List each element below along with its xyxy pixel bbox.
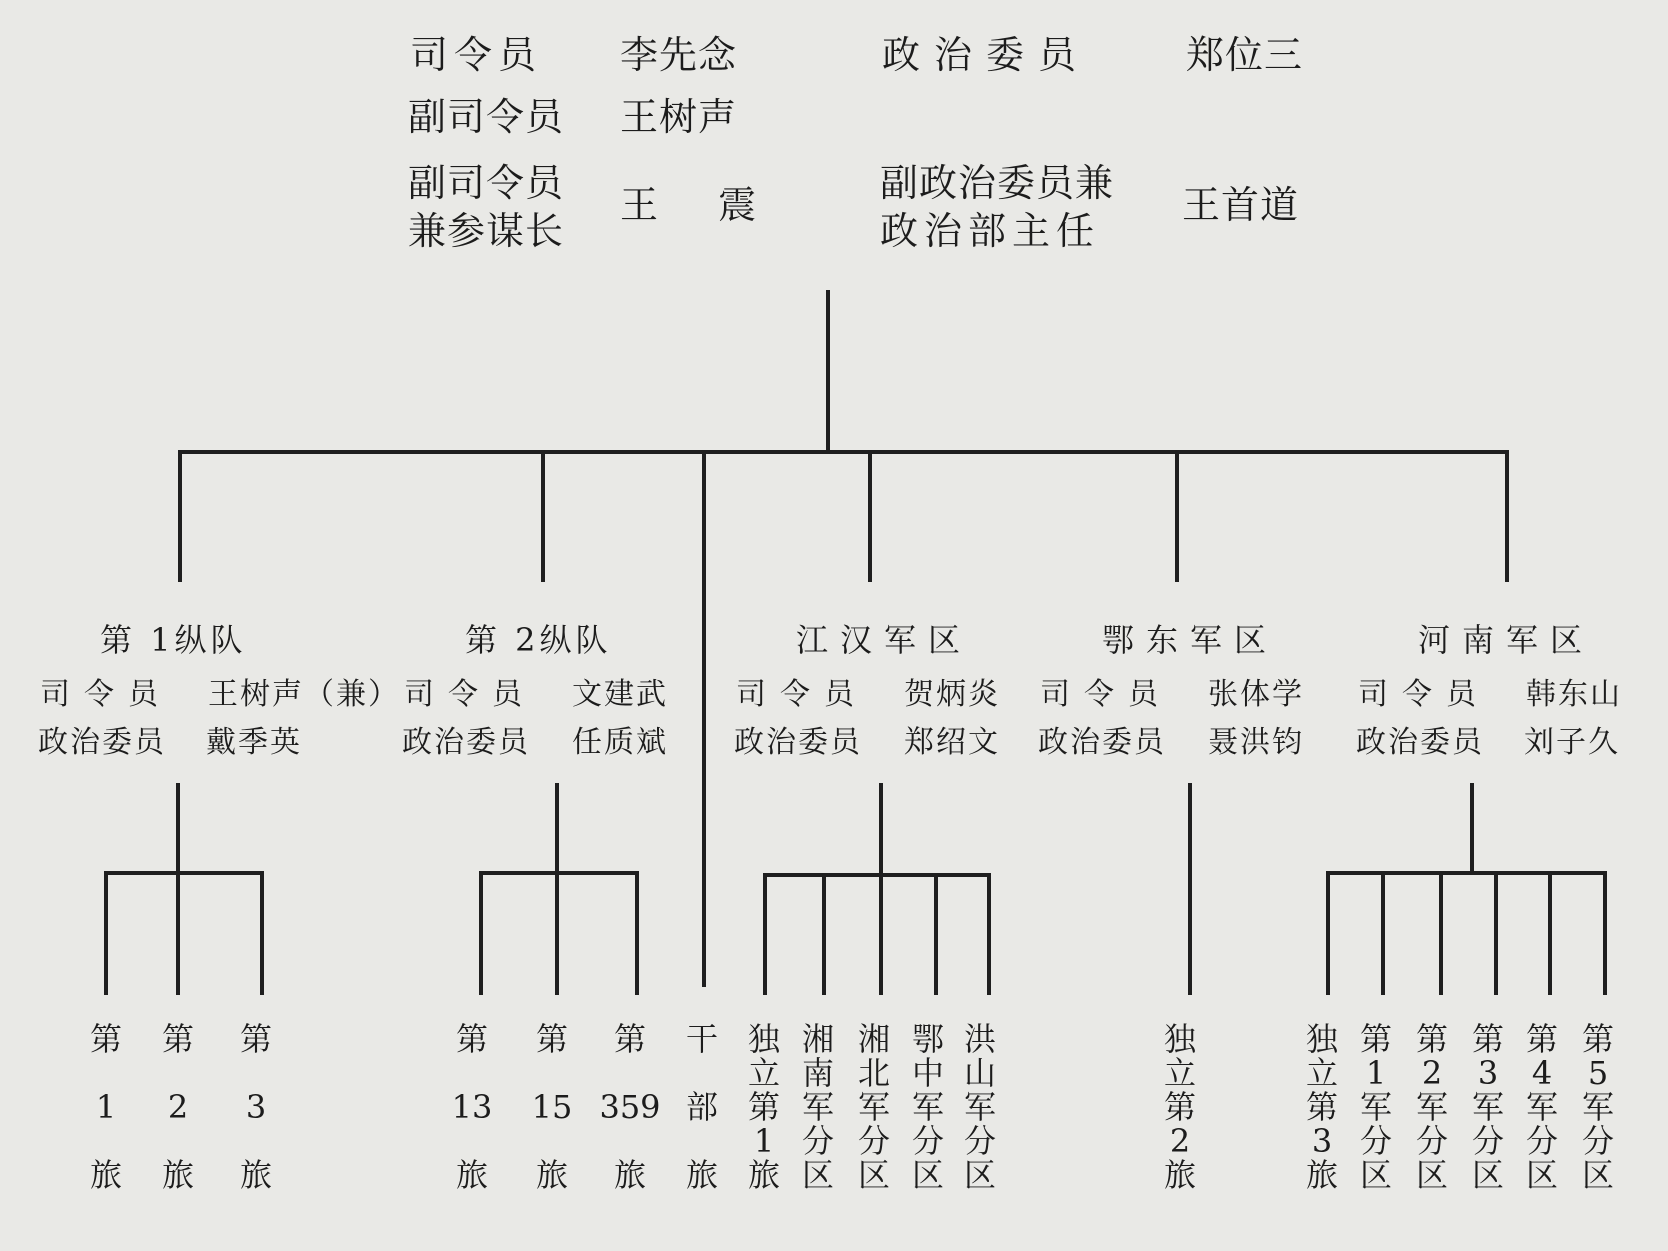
leaf-text: 军 (1359, 1088, 1392, 1126)
leaf-text: 2 (1421, 1054, 1443, 1092)
leaf-text: 区 (911, 1156, 944, 1194)
leaf-text: 分 (1415, 1122, 1448, 1160)
leaf-text: 山 (963, 1054, 996, 1092)
leaf-text: 第 (1525, 1020, 1558, 1058)
leaf-text: 第 (455, 1020, 488, 1058)
leaf-text: 立 (1163, 1054, 1196, 1092)
leaf-text: 独 (1305, 1020, 1338, 1058)
leaf-text: 3 (245, 1088, 267, 1126)
leaf-text: 北 (857, 1054, 890, 1092)
leaf-text: 旅 (239, 1156, 272, 1194)
leaf-text: 旅 (747, 1156, 780, 1194)
leaf-text: 军 (963, 1088, 996, 1126)
leaf-text (680, 1124, 724, 1158)
leaf-text: 区 (857, 1156, 890, 1194)
unit-cmd-title: 司令员 (1040, 677, 1172, 712)
hq-deputy-chief-title-1: 副司令员 (408, 161, 565, 205)
unit-name: 鄂东军区 (1102, 621, 1279, 659)
leaf-text (680, 1056, 724, 1090)
leaf-text: 5 (1587, 1054, 1609, 1092)
leaf-node (1300, 1022, 1344, 1192)
leaf-text: 3 (1311, 1122, 1333, 1160)
leaf-node (958, 1022, 1002, 1192)
leaf-text (530, 1124, 574, 1158)
leaf-text: 第 (1163, 1088, 1196, 1126)
leaf-text: 分 (801, 1122, 834, 1160)
unit-name: 江汉军区 (796, 621, 973, 659)
leaf-text: 分 (1471, 1122, 1504, 1160)
leaf-text: 1 (95, 1088, 117, 1126)
leaf-node (1410, 1022, 1454, 1192)
leaf-text: 独 (747, 1020, 780, 1058)
leaf-node (84, 1022, 128, 1192)
leaf-text: 第 (161, 1020, 194, 1058)
leaf-node (1576, 1022, 1620, 1192)
leaf-text: 军 (1415, 1088, 1448, 1126)
leaf-text: 15 (531, 1088, 573, 1126)
leaf-text: 鄂 (911, 1020, 944, 1058)
unit-cmd-title: 司令员 (40, 677, 172, 712)
leaf-node (742, 1022, 786, 1192)
leaf-node (680, 1022, 724, 1192)
leaf-text: 第 (535, 1020, 568, 1058)
leaf-node (594, 1022, 666, 1192)
leaf-text (594, 1056, 666, 1090)
leaf-text: 第 (89, 1020, 122, 1058)
leaf-text: 第 (1471, 1020, 1504, 1058)
unit-cmd-name: 文建武 (572, 677, 668, 712)
leaf-text: 3 (1477, 1054, 1499, 1092)
hq-deputy-chief-title-2: 兼参谋长 (408, 209, 565, 253)
leaf-text: 区 (1359, 1156, 1392, 1194)
leaf-text: 立 (747, 1054, 780, 1092)
leaf-text: 第 (1305, 1088, 1338, 1126)
leaf-text (84, 1124, 128, 1158)
hq-deputy-commissar-title-2: 政治部主任 (880, 209, 1101, 253)
unit-cmd-name: 王树声（兼） (208, 677, 400, 712)
leaf-node (1158, 1022, 1202, 1192)
leaf-text: 军 (801, 1088, 834, 1126)
hq-commissar-name: 郑位三 (1186, 33, 1304, 77)
leaf-text: 第 (747, 1088, 780, 1126)
hq-deputy-commissar-title-1: 副政治委员兼 (880, 161, 1115, 205)
leaf-text: 军 (857, 1088, 890, 1126)
leaf-text: 立 (1305, 1054, 1338, 1092)
leaf-node (450, 1022, 494, 1192)
leaf-text: 2 (1169, 1122, 1191, 1160)
unit-pol-name: 任质斌 (572, 725, 668, 760)
hq-deputy-chief-name: 王 震 (620, 183, 781, 227)
unit-name: 第 1纵队 (100, 621, 247, 659)
hq-commander-name: 李先念 (620, 33, 738, 77)
leaf-text: 旅 (613, 1156, 646, 1194)
leaf-text (450, 1056, 494, 1090)
hq-deputy-commissar-name: 王首道 (1182, 183, 1300, 227)
unit-name: 河南军区 (1418, 621, 1595, 659)
leaf-text: 区 (963, 1156, 996, 1194)
leaf-text: 4 (1531, 1054, 1553, 1092)
unit-pol-name: 戴季英 (206, 725, 302, 760)
leaf-text: 2 (167, 1088, 189, 1126)
unit-pol-name: 聂洪钧 (1208, 725, 1304, 760)
leaf-text: 旅 (1163, 1156, 1196, 1194)
hq-commander-title: 司令员 (410, 33, 543, 77)
leaf-text: 旅 (455, 1156, 488, 1194)
leaf-text: 军 (911, 1088, 944, 1126)
leaf-node (530, 1022, 574, 1192)
leaf-text: 第 (613, 1020, 646, 1058)
leaf-text: 区 (1581, 1156, 1614, 1194)
leaf-text: 旅 (161, 1156, 194, 1194)
leaf-text: 军 (1471, 1088, 1504, 1126)
leaf-text: 1 (1365, 1054, 1387, 1092)
unit-name: 第 2纵队 (465, 621, 612, 659)
hq-deputy-commander-name: 王树声 (620, 95, 738, 139)
leaf-text: 军 (1581, 1088, 1614, 1126)
unit-cmd-title: 司令员 (404, 677, 536, 712)
unit-cmd-name: 张体学 (1208, 677, 1304, 712)
leaf-text (234, 1124, 278, 1158)
leaf-text: 区 (801, 1156, 834, 1194)
leaf-text: 区 (1525, 1156, 1558, 1194)
leaf-text: 洪 (963, 1020, 996, 1058)
leaf-text: 359 (599, 1088, 661, 1126)
unit-pol-title: 政治委员 (734, 725, 862, 760)
leaf-text: 旅 (685, 1156, 718, 1194)
leaf-text: 旅 (535, 1156, 568, 1194)
leaf-text: 南 (801, 1054, 834, 1092)
leaf-text: 1 (753, 1122, 775, 1160)
leaf-text: 分 (1525, 1122, 1558, 1160)
leaf-text: 湘 (801, 1020, 834, 1058)
leaf-text (156, 1124, 200, 1158)
leaf-text: 分 (1581, 1122, 1614, 1160)
hq-deputy-commander-title: 副司令员 (408, 95, 565, 139)
leaf-text: 旅 (89, 1156, 122, 1194)
leaf-text: 分 (911, 1122, 944, 1160)
leaf-text (156, 1056, 200, 1090)
leaf-text: 第 (239, 1020, 272, 1058)
leaf-text: 军 (1525, 1088, 1558, 1126)
leaf-text: 中 (911, 1054, 944, 1092)
unit-pol-title: 政治委员 (402, 725, 530, 760)
leaf-node (852, 1022, 896, 1192)
leaf-node (234, 1022, 278, 1192)
unit-cmd-name: 贺炳炎 (904, 677, 1000, 712)
unit-cmd-title: 司令员 (1358, 677, 1490, 712)
unit-pol-title: 政治委员 (38, 725, 166, 760)
unit-pol-title: 政治委员 (1356, 725, 1484, 760)
leaf-node (796, 1022, 840, 1192)
unit-pol-title: 政治委员 (1038, 725, 1166, 760)
leaf-text (450, 1124, 494, 1158)
leaf-node (1466, 1022, 1510, 1192)
leaf-text: 13 (451, 1088, 493, 1126)
leaf-text: 独 (1163, 1020, 1196, 1058)
hq-commissar-title: 政治委员 (882, 33, 1091, 77)
leaf-text (84, 1056, 128, 1090)
leaf-text: 第 (1581, 1020, 1614, 1058)
leaf-text (234, 1056, 278, 1090)
leaf-node (1520, 1022, 1564, 1192)
unit-cmd-title: 司令员 (736, 677, 868, 712)
leaf-text (594, 1124, 666, 1158)
leaf-text: 分 (857, 1122, 890, 1160)
leaf-text: 第 (1415, 1020, 1448, 1058)
leaf-text: 湘 (857, 1020, 890, 1058)
leaf-text: 分 (1359, 1122, 1392, 1160)
leaf-text: 区 (1471, 1156, 1504, 1194)
leaf-text: 区 (1415, 1156, 1448, 1194)
leaf-text: 分 (963, 1122, 996, 1160)
leaf-text (530, 1056, 574, 1090)
leaf-text: 旅 (1305, 1156, 1338, 1194)
unit-cmd-name: 韩东山 (1526, 677, 1622, 712)
unit-pol-name: 郑绍文 (904, 725, 1000, 760)
unit-pol-name: 刘子久 (1524, 725, 1620, 760)
leaf-node (156, 1022, 200, 1192)
leaf-text: 部 (685, 1088, 718, 1126)
leaf-node (906, 1022, 950, 1192)
leaf-node (1354, 1022, 1398, 1192)
leaf-text: 干 (685, 1020, 718, 1058)
leaf-text: 第 (1359, 1020, 1392, 1058)
